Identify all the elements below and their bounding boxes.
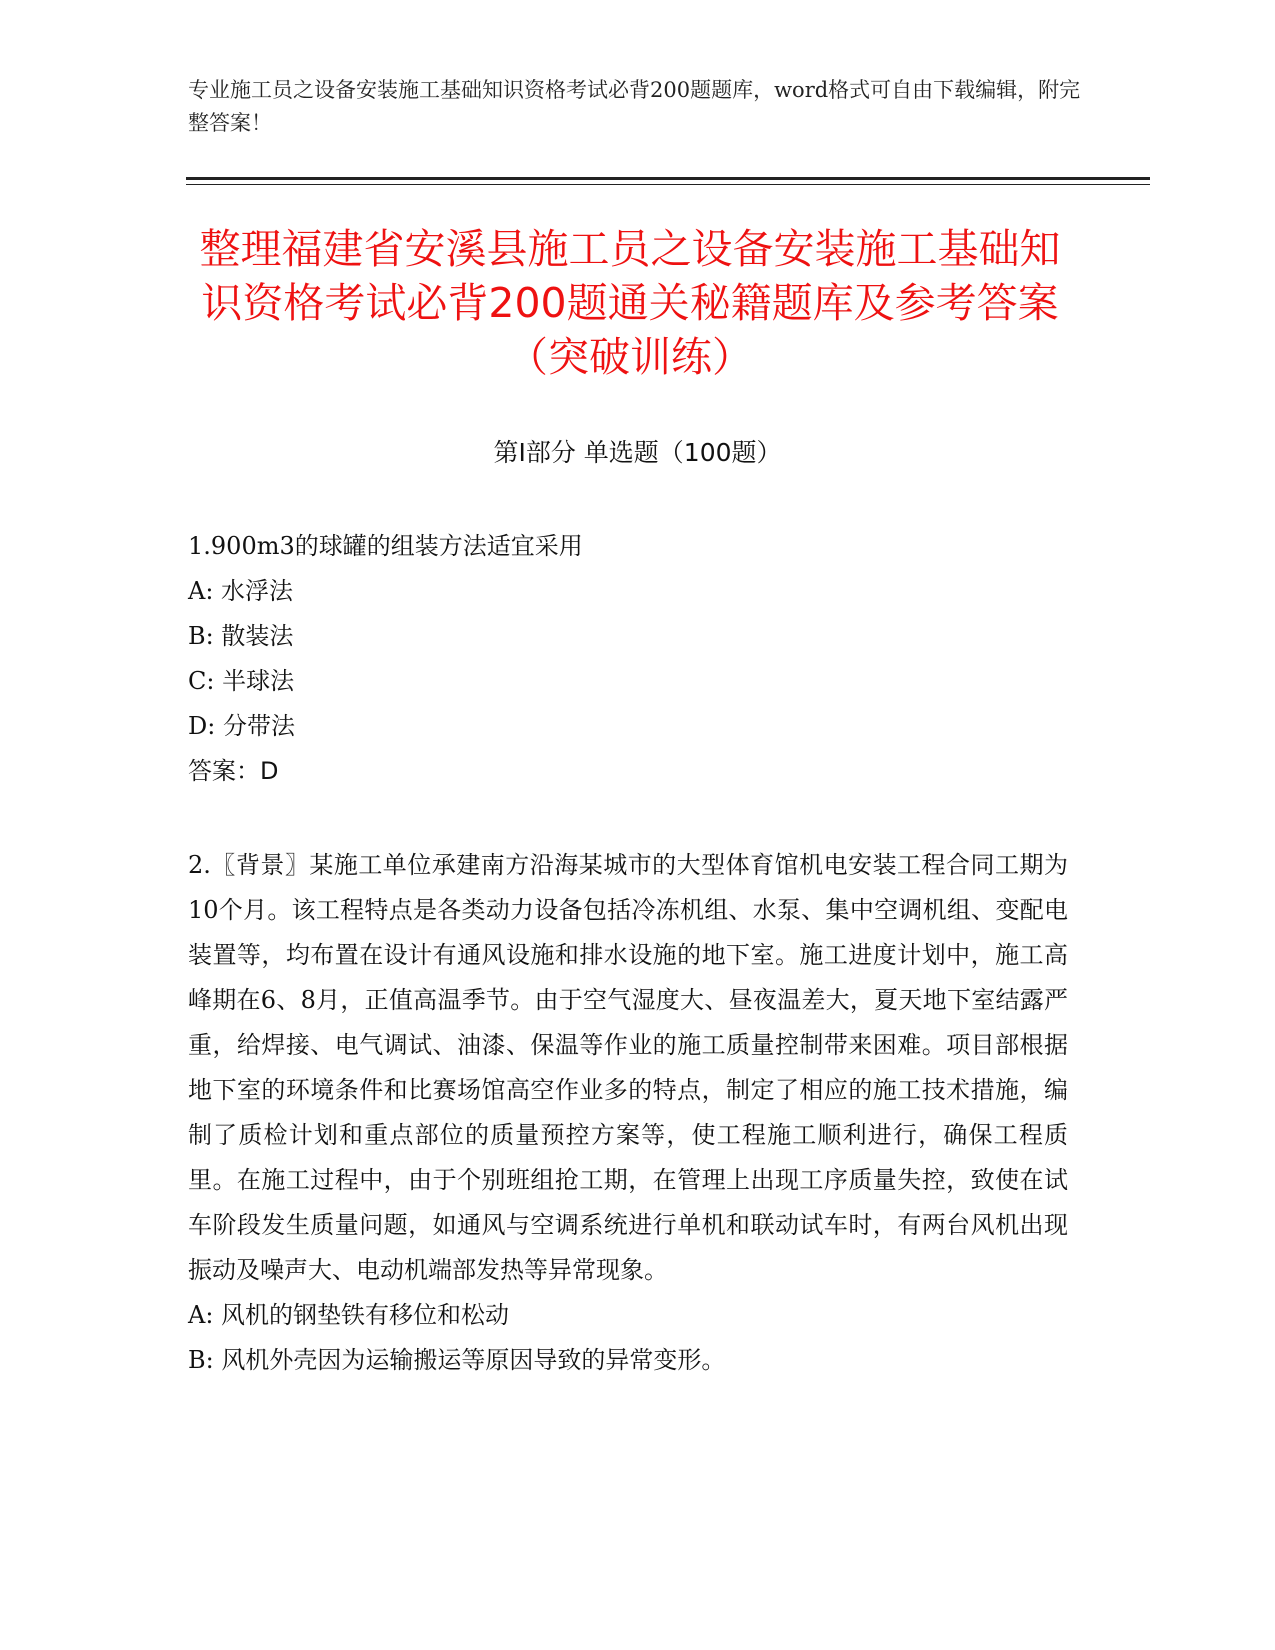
option-b: B: 风机外壳因为运输搬运等原因导致的异常变形。 (188, 1346, 726, 1374)
option-b: B: 散装法 (188, 622, 294, 650)
question-2 (188, 843, 1068, 1383)
option-d: D: 分带法 (188, 712, 295, 740)
question-stem: 1.900m3的球罐的组装方法适宜采用 (188, 532, 583, 560)
question-1 (188, 524, 1088, 794)
answer: 答案：D (188, 757, 279, 785)
header-note: 专业施工员之设备安装施工基础知识资格考试必背200题题库，word格式可自由下载编辑，附完整答案！ (188, 78, 1081, 135)
question-stem: 2.〖背景〗某施工单位承建南方沿海某城市的大型体育馆机电安装工程合同工期为10个月。该工程特点是各类动力设备包括冷冻机组、水泵、集中空调机组、变配电装置等，均布置在设计有通风设施和排水设施的地下室。施工进度计划中，施工高峰期在6、8月，正值高温季节。由于空气湿度大、昼夜温差大，夏天地下室结露严重，给焊接、电气调试、油漆、保温等作业的施工质量控制带来困难。项目部根据地下室的环境条件和比赛场馆高空作业多的特点，制定了相应的施工技术措施，编制了质检计划和重点部位的质量预控方案等，使工程施工顺利进行，确保工程质里。在施工过程中，由于个别班组抢工期，在管理上出现工序质量失控，致使在试车阶段发生质量问题，如通风与空调系统进行单机和联动试车时，有两台风机出现振动及噪声大、电动机端部发热等异常现象。 (188, 851, 1068, 1284)
section-heading: 第I部分 单选题（100题） (493, 438, 782, 467)
option-c: C: 半球法 (188, 667, 295, 695)
option-a: A: 水浮法 (188, 577, 294, 605)
document-title: 整理福建省安溪县施工员之设备安装施工基础知识资格考试必背200题通关秘籍题库及参考答案（突破训练） (199, 225, 1061, 381)
header-rule-thin (186, 184, 1150, 185)
header-rule-thick (186, 177, 1150, 180)
option-a: A: 风机的钢垫铁有移位和松动 (188, 1301, 510, 1329)
